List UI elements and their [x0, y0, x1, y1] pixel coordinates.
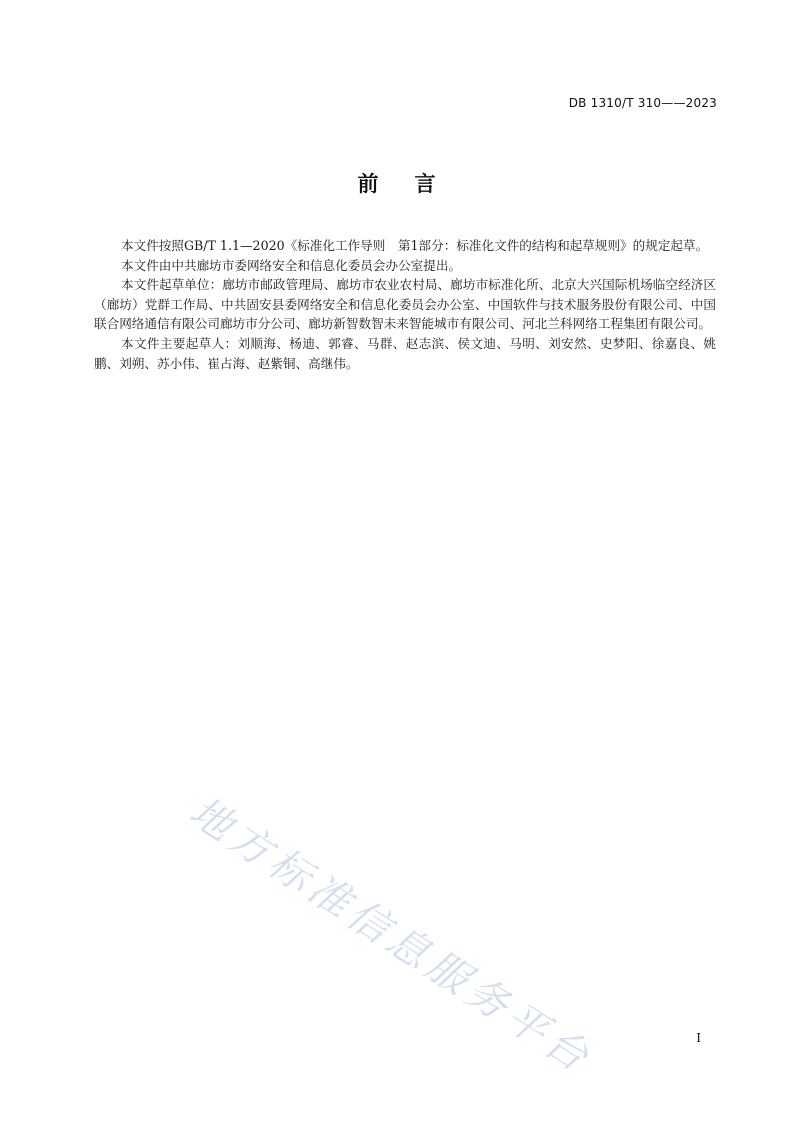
paragraph-proposer: 本文件由中共廊坊市委网络安全和信息化委员会办公室提出。: [121, 257, 462, 273]
page-number: I: [696, 1031, 701, 1045]
title-char-2: 言: [414, 172, 436, 196]
title-char-1: 前: [357, 172, 379, 196]
standard-code: DB 1310/T 310——2023: [568, 96, 717, 110]
paragraph-drafting-rules: 本文件按照GB/T 1.1—2020《标准化工作导则 第1部分：标准化文件的结构和起草规则》的规定起草。: [121, 238, 709, 253]
watermark-text: 地方标准信息服务平台: [181, 787, 602, 1084]
paragraph-drafting-units: 本文件起草单位：廊坊市邮政管理局、廊坊市农业农村局、廊坊市标准化所、北京大兴国际机场临空经济区（廊坊）党群工作局、中共固安县委网络安全和信息化委员会办公室、中国软件与技术服务股份有限公司、中国联合网络通信有限公司廊坊市分公司、廊坊新智数智未来智能城市有限公司、河北兰科网络工程集团有限公司。: [94, 277, 716, 332]
paragraph-drafters: 本文件主要起草人：刘顺海、杨迪、郭睿、马群、赵志滨、侯文迪、马明、刘安然、史梦阳、徐嘉良、姚鹏、刘朔、苏小伟、崔占海、赵紫铜、高继伟。: [94, 335, 716, 371]
foreword-body: [94, 236, 716, 373]
page-title: [0, 168, 793, 198]
